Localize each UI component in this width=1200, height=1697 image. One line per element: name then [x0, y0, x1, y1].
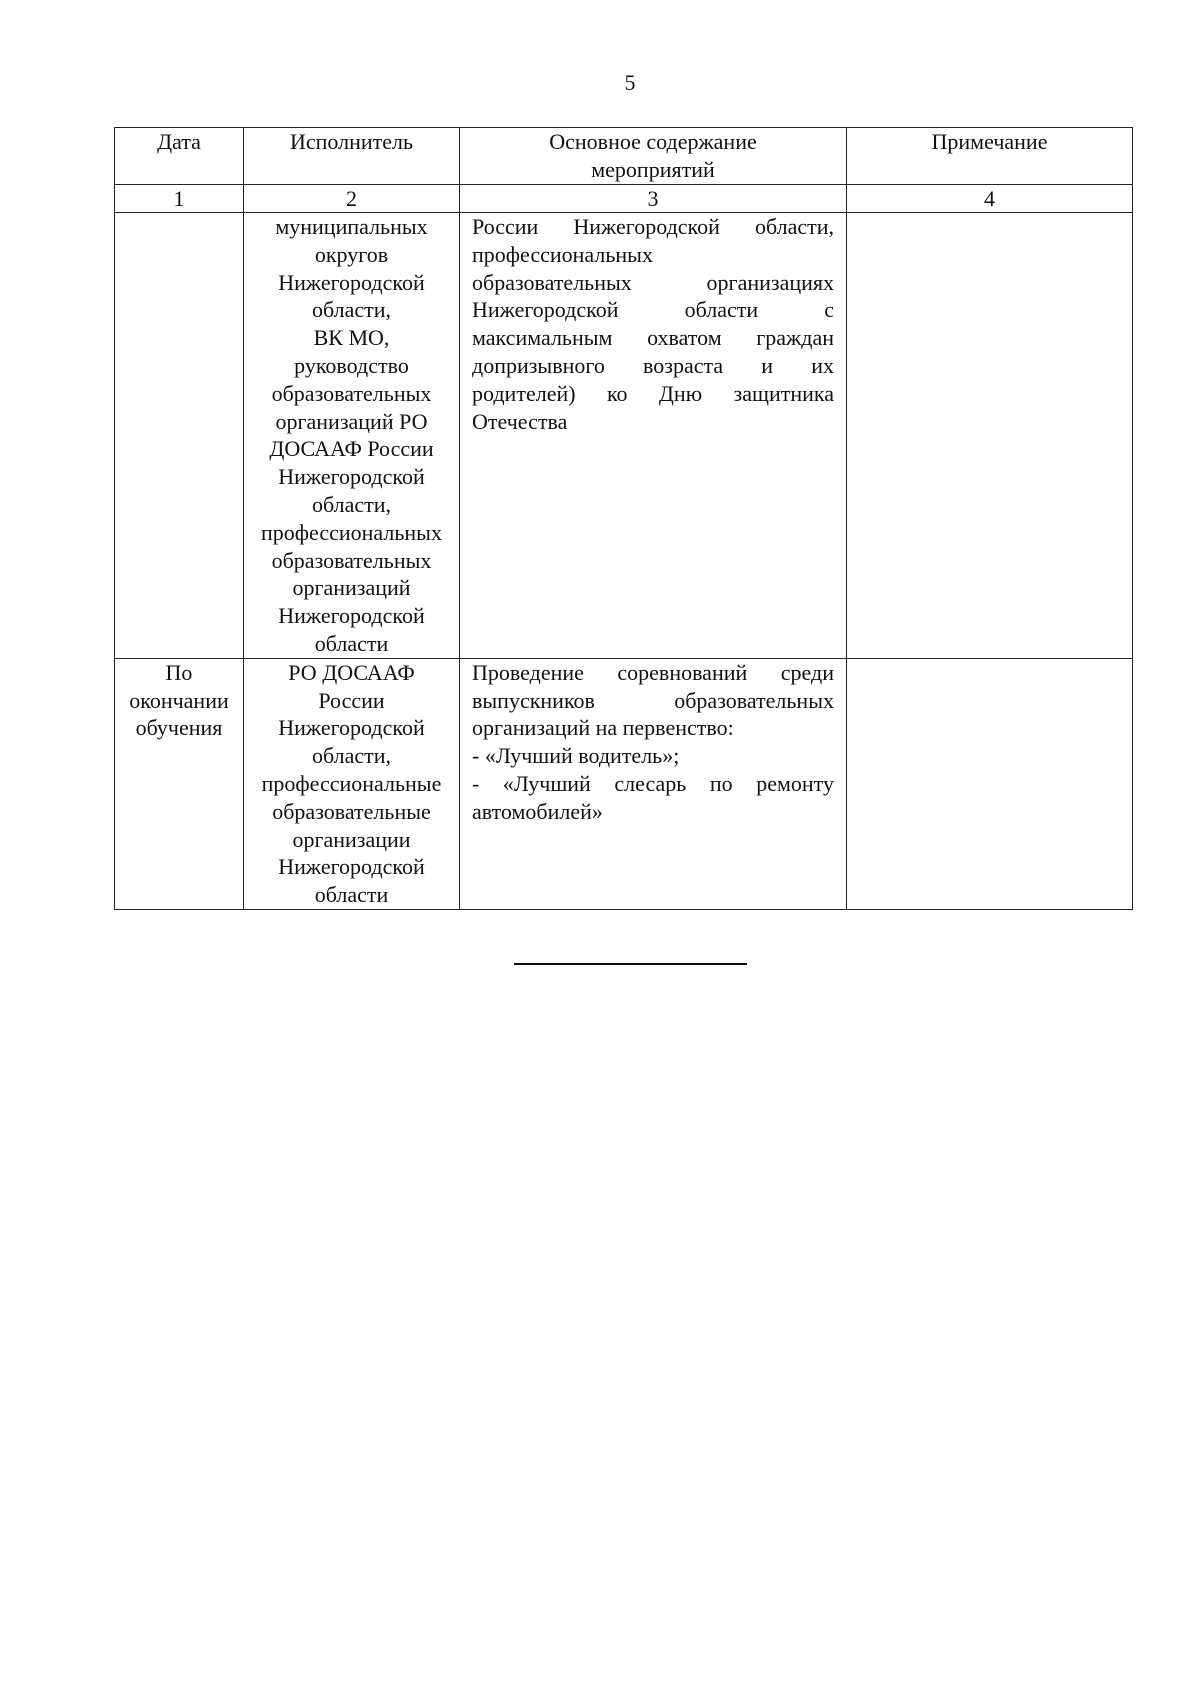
content-line: - «Лучший водитель»;: [472, 743, 680, 769]
column-number: 3: [460, 185, 847, 213]
executor-line: Нижегородской: [278, 854, 425, 880]
content-line: организаций на первенство:: [472, 715, 734, 741]
row-date-cell: [115, 213, 244, 659]
executor-line: образовательных: [271, 380, 432, 406]
row-executor-cell: [244, 213, 460, 659]
table-row: [115, 213, 1133, 659]
executor-line: округов: [314, 241, 389, 267]
executor-line: Нижегородской: [278, 715, 425, 741]
content-line: России Нижегородской области,: [472, 214, 834, 239]
content-line: образовательных организациях: [472, 269, 834, 295]
column-number: 1: [115, 185, 244, 213]
executor-line: ДОСААФ России: [269, 436, 434, 462]
executor-line: области,: [311, 743, 392, 769]
executor-line: образовательные: [272, 798, 431, 824]
executor-line: области: [314, 630, 389, 656]
content-line: допризывного возраста и их: [472, 352, 834, 378]
events-table: [114, 127, 1133, 910]
content-line: Отечества: [472, 408, 568, 434]
executor-line: организаций РО: [275, 408, 428, 434]
executor-line: России: [318, 687, 385, 713]
page-number: 5: [624, 70, 636, 95]
content-line: профессиональных: [472, 241, 653, 267]
end-of-document-rule: [514, 963, 747, 965]
content-line: Проведение соревнований среди: [472, 659, 834, 685]
executor-line: образовательных: [271, 547, 432, 573]
content-line: выпускников образовательных: [472, 687, 834, 713]
executor-line: Нижегородской: [278, 269, 425, 295]
column-numbers-row: [115, 185, 1133, 213]
executor-line: Нижегородской: [278, 464, 425, 490]
header-content: [460, 128, 847, 185]
content-line: максимальным охватом граждан: [472, 325, 834, 351]
executor-line: Нижегородской: [278, 603, 425, 629]
content-line: автомобилей»: [472, 798, 603, 824]
header-content-line: мероприятий: [591, 156, 715, 182]
column-number: 4: [847, 185, 1133, 213]
executor-line: ВК МО,: [313, 325, 390, 351]
header-executor: Исполнитель: [244, 128, 460, 185]
date-line: обучения: [135, 715, 223, 741]
executor-line: организаций: [292, 575, 411, 601]
executor-line: области,: [311, 297, 392, 323]
executor-line: профессиональных: [261, 519, 442, 545]
date-line: окончании: [129, 687, 229, 713]
content-line: родителей) ко Дню защитника: [472, 380, 834, 406]
date-line: По: [165, 659, 193, 685]
executor-line: муниципальных: [275, 214, 428, 239]
row-executor-cell: [244, 658, 460, 909]
executor-line: руководство: [294, 352, 409, 378]
content-line: - «Лучший слесарь по ремонту: [472, 770, 834, 796]
row-note-cell: [847, 658, 1133, 909]
table-header-row: [115, 128, 1133, 185]
content-line: Нижегородской области с: [472, 297, 834, 323]
executor-line: РО ДОСААФ: [288, 659, 415, 685]
executor-line: области,: [311, 491, 392, 517]
executor-line: организации: [292, 826, 411, 852]
table-row: [115, 658, 1133, 909]
row-content-cell: [460, 658, 847, 909]
executor-line: профессиональные: [261, 770, 442, 796]
row-date-cell: [115, 658, 244, 909]
header-note: Примечание: [847, 128, 1133, 185]
header-date: Дата: [115, 128, 244, 185]
executor-line: области: [314, 882, 389, 908]
row-content-cell: [460, 213, 847, 659]
row-note-cell: [847, 213, 1133, 659]
column-number: 2: [244, 185, 460, 213]
header-content-line: Основное содержание: [549, 129, 757, 154]
